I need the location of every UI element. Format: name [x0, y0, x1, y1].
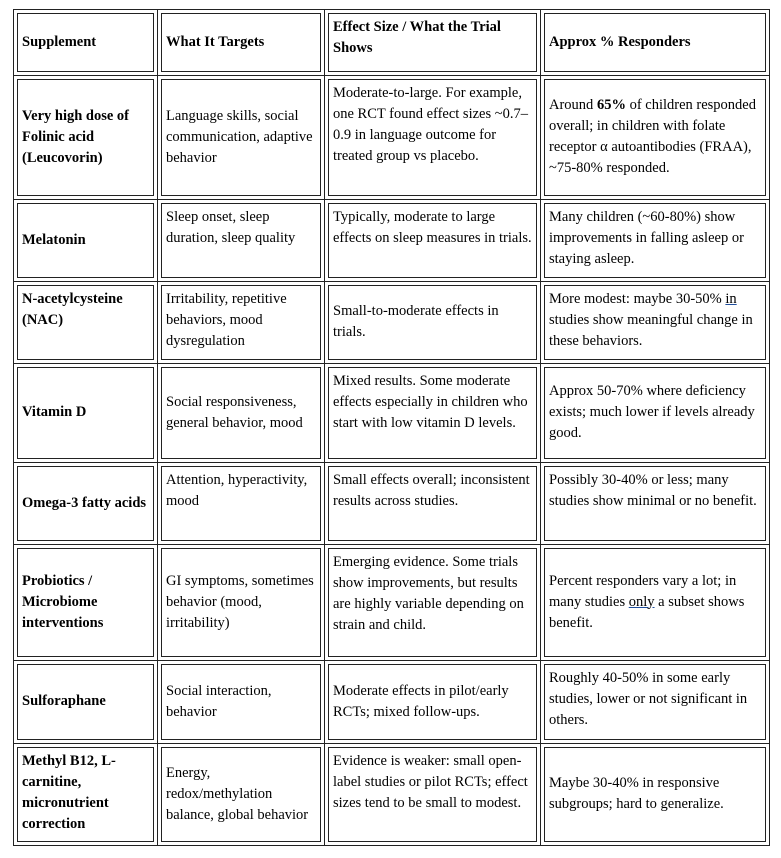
header-cell — [157, 9, 324, 75]
table-row — [13, 199, 770, 281]
header-supplement: Supplement — [17, 13, 154, 72]
supplement-table-wrapper — [13, 9, 770, 846]
cell-supplement: Methyl B12, L-carnitine, micronutrient correction — [17, 747, 154, 842]
cell-responders — [544, 285, 766, 360]
responders-text-pre: Percent responders vary a lot; in many studies — [549, 572, 737, 610]
cell-supplement: N-acetylcysteine (NAC) — [17, 285, 154, 360]
cell-targets: GI symptoms, sometimes behavior (mood, irritability) — [161, 548, 321, 657]
cell-targets: Social interaction, behavior — [161, 664, 321, 740]
cell-supplement: Sulforaphane — [17, 664, 154, 740]
table-header-row — [13, 9, 770, 75]
table-row — [13, 363, 770, 462]
cell-effect: Emerging evidence. Some trials show improvements, but results are highly variable depending on strain and child. — [328, 548, 537, 657]
cell-effect: Mixed results. Some moderate effects especially in children who start with low vitamin D levels. — [328, 367, 537, 459]
table-row — [13, 743, 770, 846]
cell-effect: Small-to-moderate effects in trials. — [328, 285, 537, 360]
cell-supplement: Melatonin — [17, 203, 154, 278]
responders-link[interactable]: in — [725, 291, 737, 307]
cell-targets: Irritability, repetitive behaviors, mood dysregulation — [161, 285, 321, 360]
cell-responders — [544, 548, 766, 657]
cell-supplement: Very high dose of Folinic acid (Leucovorin) — [17, 79, 154, 196]
cell-supplement: Vitamin D — [17, 367, 154, 459]
cell-targets: Social responsiveness, general behavior, mood — [161, 367, 321, 459]
cell-targets: Language skills, social communication, adaptive behavior — [161, 79, 321, 196]
supplement-table — [13, 9, 770, 846]
table-row — [13, 544, 770, 660]
responders-text-pre: More modest: maybe 30-50% — [549, 291, 726, 307]
cell-responders: Many children (~60-80%) show improvements in falling asleep or staying asleep. — [544, 203, 766, 278]
cell-targets: Sleep onset, sleep duration, sleep quality — [161, 203, 321, 278]
cell-targets: Attention, hyperactivity, mood — [161, 466, 321, 541]
cell-effect: Moderate-to-large. For example, one RCT found effect sizes ~0.7–0.9 in language outcome for treated group vs placebo. — [328, 79, 537, 196]
cell-responders: Approx 50-70% where deficiency exists; much lower if levels already good. — [544, 367, 766, 459]
header-cell — [13, 9, 157, 75]
cell-effect: Evidence is weaker: small open-label studies or pilot RCTs; effect sizes tend to be small to modest. — [328, 747, 537, 842]
table-row — [13, 660, 770, 743]
table-row — [13, 75, 770, 199]
responders-text-pre: Around — [549, 97, 597, 113]
responders-link[interactable]: only — [628, 593, 655, 610]
responders-text-post: studies show meaningful change in these behaviors. — [549, 312, 753, 349]
header-cell — [540, 9, 770, 75]
cell-responders: Roughly 40-50% in some early studies, lower or not significant in others. — [544, 664, 766, 740]
responders-text-post: of children responded overall; in children with folate receptor α autoantibodies (FRAA), ~75-80% responded. — [549, 97, 756, 176]
header-targets: What It Targets — [161, 13, 321, 72]
cell-responders — [544, 79, 766, 196]
header-responders: Approx % Responders — [544, 13, 766, 72]
table-row — [13, 462, 770, 544]
cell-effect: Small effects overall; inconsistent results across studies. — [328, 466, 537, 541]
table-row — [13, 281, 770, 363]
header-cell — [324, 9, 540, 75]
cell-effect: Typically, moderate to large effects on sleep measures in trials. — [328, 203, 537, 278]
cell-supplement: Probiotics / Microbiome interventions — [17, 548, 154, 657]
responders-text-post: a subset shows benefit. — [549, 593, 745, 631]
cell-targets: Energy, redox/methylation balance, global behavior — [161, 747, 321, 842]
header-effect: Effect Size / What the Trial Shows — [328, 13, 537, 72]
cell-responders: Possibly 30-40% or less; many studies show minimal or no benefit. — [544, 466, 766, 541]
cell-responders: Maybe 30-40% in responsive subgroups; hard to generalize. — [544, 747, 766, 842]
cell-supplement: Omega-3 fatty acids — [17, 466, 154, 541]
responders-highlight: 65% — [596, 97, 626, 113]
cell-effect: Moderate effects in pilot/early RCTs; mixed follow-ups. — [328, 664, 537, 740]
